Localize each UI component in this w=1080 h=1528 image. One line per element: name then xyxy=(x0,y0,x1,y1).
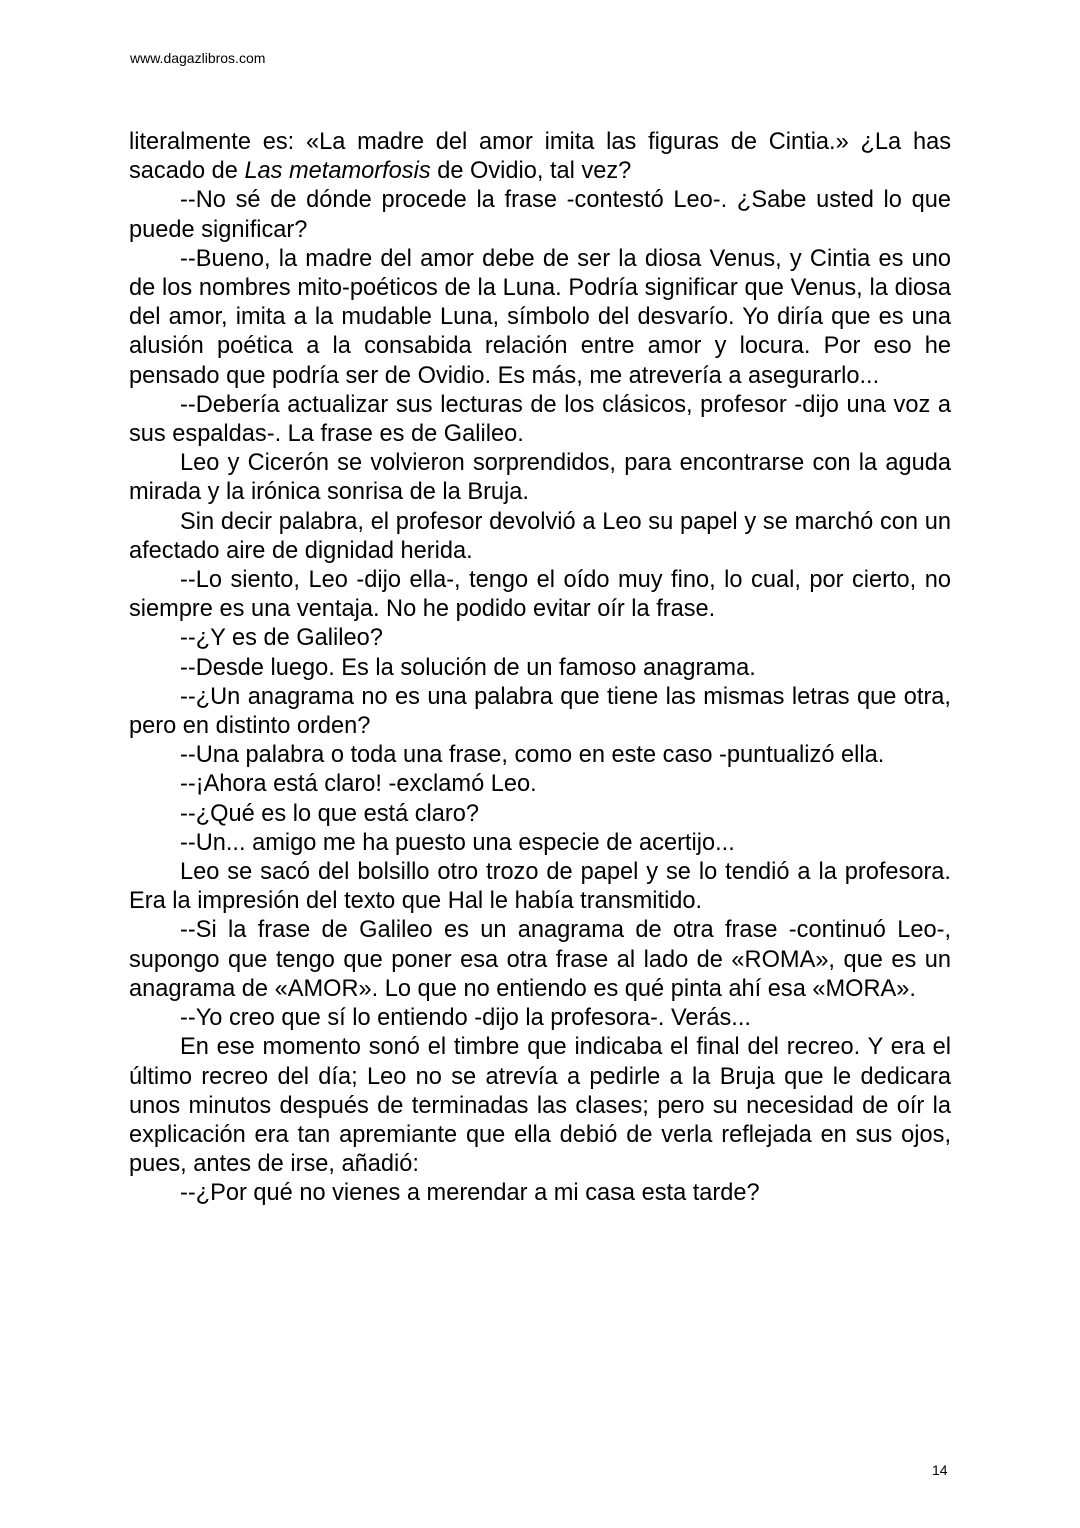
paragraph-text: de Ovidio, tal vez? xyxy=(430,158,632,185)
paragraph: --Un... amigo me ha puesto una especie de acertijo... xyxy=(180,829,735,856)
page-number: 14 xyxy=(932,1462,948,1478)
paragraph: --Lo siento, Leo -dijo ella-, tengo el oído muy fino, lo cual, por cierto, no siempre es una ventaja. No he podido evitar oír la frase. xyxy=(129,567,951,623)
paragraph: --Yo creo que sí lo entiendo -dijo la profesora-. Verás... xyxy=(180,1005,751,1032)
paragraph: Leo y Cicerón se volvieron sorprendidos, para encontrarse con la aguda mirada y la irónica sonrisa de la Bruja. xyxy=(129,450,951,506)
paragraph: --Desde luego. Es la solución de un famoso anagrama. xyxy=(180,654,756,681)
body-text xyxy=(129,128,951,1209)
paragraph: --¿Por qué no vienes a merendar a mi casa esta tarde? xyxy=(180,1180,760,1207)
paragraph: En ese momento sonó el timbre que indicaba el final del recreo. Y era el último recreo del día; Leo no se atrevía a pedirle a la Bruja que le dedicara unos minutos después de terminadas las clases; pero su necesidad de oír la explicación era tan apremiante que ella debió de verla reflejada en sus ojos, pues, antes de irse, añadió: xyxy=(129,1034,951,1178)
paragraph: --Bueno, la madre del amor debe de ser la diosa Venus, y Cintia es uno de los nombres mito-poéticos de la Luna. Podría significar que Venus, la diosa del amor, imita a la mudable Luna, símbolo del desvarío. Yo diría que es una alusión poética a la consabida relación entre amor y locura. Por eso he pensado que podría ser de Ovidio. Es más, me atrevería a asegurarlo... xyxy=(129,245,951,389)
paragraph: --Si la frase de Galileo es un anagrama de otra frase -continuó Leo-, supongo que tengo que poner esa otra frase al lado de «ROMA», que es un anagrama de «AMOR». Lo que no entiendo es qué pinta ahí esa «MORA». xyxy=(129,917,951,1002)
paragraph-text: literalmente es: «La madre del amor imita las figuras de Cintia.» ¿La has sacado de xyxy=(129,129,951,185)
paragraph xyxy=(129,128,951,186)
paragraph: --Debería actualizar sus lecturas de los clásicos, profesor -dijo una voz a sus espaldas-. La frase es de Galileo. xyxy=(129,391,951,448)
paragraph: --¿Y es de Galileo? xyxy=(180,625,383,652)
paragraph: --No sé de dónde procede la frase -contestó Leo-. ¿Sabe usted lo que puede significar? xyxy=(129,187,951,243)
paragraph: Leo se sacó del bolsillo otro trozo de papel y se lo tendió a la profesora. Era la impresión del texto que Hal le había transmitido. xyxy=(129,859,951,915)
header-url: www.dagazlibros.com xyxy=(130,50,266,66)
paragraph: --Una palabra o toda una frase, como en este caso -puntualizó ella. xyxy=(180,742,885,769)
paragraph: --¡Ahora está claro! -exclamó Leo. xyxy=(180,771,537,798)
paragraph: --¿Un anagrama no es una palabra que tiene las mismas letras que otra, pero en distinto orden? xyxy=(129,683,951,740)
book-title: Las metamorfosis xyxy=(244,158,431,185)
paragraph: Sin decir palabra, el profesor devolvió a Leo su papel y se marchó con un afectado aire de dignidad herida. xyxy=(129,508,951,564)
paragraph: --¿Qué es lo que está claro? xyxy=(180,800,480,827)
